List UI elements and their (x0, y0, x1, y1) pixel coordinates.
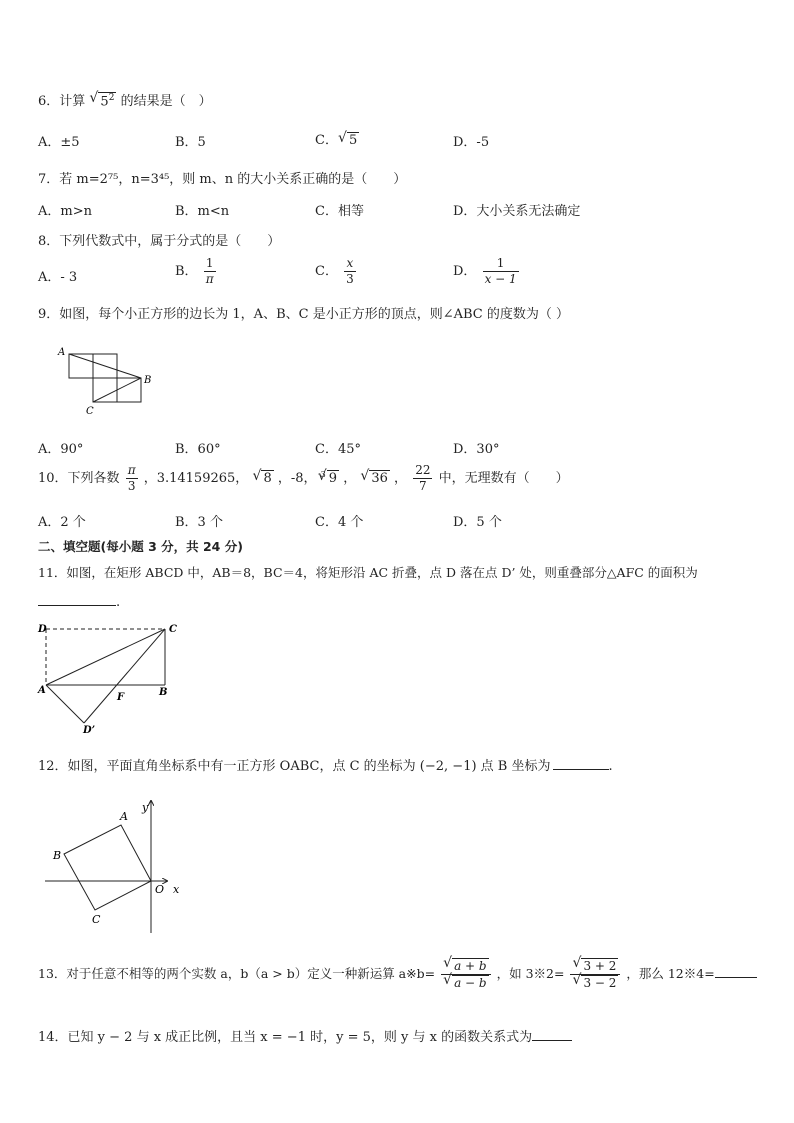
q11-answer-line (38, 593, 120, 610)
q13-fraction-example-num: √ 3 + 2 (581, 958, 618, 974)
q13-stem (38, 958, 757, 991)
q13-fraction-example-den: √ 3 − 2 (581, 975, 618, 991)
q6-option-b[interactable]: B．5 (175, 135, 206, 150)
section-heading: 二、填空题(每小题 3 分，共 24 分) (38, 539, 243, 554)
q8-option-c-fraction (344, 256, 356, 287)
q11-segment-adp (46, 685, 84, 723)
q9-option-b[interactable]: B．60° (175, 442, 221, 457)
q10-radicand-9: 9 (328, 471, 338, 486)
q10-text-3: ， (343, 471, 357, 486)
q13-fraction-example (570, 958, 620, 991)
q6-option-c-radicand: 5 (348, 133, 358, 148)
q12-label-x: x (173, 883, 180, 896)
q11-label-d: D (38, 624, 47, 635)
q10-frac-pi3-den: 3 (127, 479, 136, 493)
q10-frac-pi3-num: π (127, 463, 136, 477)
q12-stem (38, 755, 613, 774)
q10-radicand-36: 36 (371, 471, 388, 486)
q10-cube-index: 3 (320, 469, 326, 479)
q8-option-b-label: B． (175, 264, 198, 279)
q11-segment-ac (46, 629, 165, 685)
q13-fraction-def-den: √ a − b (452, 975, 489, 991)
q11-label-f: F (117, 692, 125, 703)
q9-label-b: B (144, 375, 152, 386)
q9-grid-figure (55, 343, 165, 418)
q12-label-c: C (92, 913, 101, 926)
q9-segment-ab (69, 354, 141, 378)
q8-option-b-fraction (204, 256, 216, 287)
q9-square (117, 378, 141, 402)
q10-frac-22-7 (413, 463, 432, 494)
q9-square (93, 378, 117, 402)
q6-option-d[interactable]: D．-5 (453, 135, 490, 150)
q11-stem: 11．如图，在矩形 ABCD 中，AB＝8，BC＝4，将矩形沿 AC 折叠，点 D 落在点 D’ 处，则重叠部分△AFC 的面积为 (38, 565, 698, 580)
q6-radicand: 5 (100, 94, 109, 109)
q8-option-d-fraction (483, 256, 519, 287)
q10-option-b[interactable]: B．3 个 (175, 515, 223, 530)
q12-label-y: y (142, 801, 149, 814)
q7-stem: 7．若 m=2⁷⁵，n=3⁴⁵，则 m、n 的大小关系正确的是（ ） (38, 172, 407, 187)
q12-stem-text: 12．如图，平面直角坐标系中有一正方形 OABC，点 C 的坐标为 (−2, −1) 点 B 坐标为 (38, 759, 551, 774)
q12-square-oabc (64, 825, 151, 910)
q10-stem-text: 10．下列各数 (38, 471, 120, 486)
q13-mid: ，如 3※2= (496, 966, 565, 981)
q9-option-d[interactable]: D．30° (453, 442, 500, 457)
q13-fraction-def-num: √ a + b (452, 958, 489, 974)
q8-option-d-label: D． (453, 264, 477, 279)
q10-frac-22-7-den: 7 (419, 479, 427, 493)
q11-label-dprime: D’ (83, 725, 96, 736)
q6-stem (38, 90, 212, 109)
q14-stem (38, 1026, 572, 1045)
q6-exponent: 2 (108, 92, 115, 103)
q10-option-a[interactable]: A．2 个 (38, 515, 86, 530)
q12-label-o: O (155, 883, 165, 896)
q12-end: . (608, 759, 613, 774)
q8-d-num: 1 (483, 256, 519, 272)
q9-option-a[interactable]: A．90° (38, 442, 84, 457)
q12-label-a: A (120, 810, 128, 823)
q14-answer-blank[interactable] (532, 1028, 572, 1041)
q11-label-c: C (169, 624, 177, 635)
q11-answer-blank[interactable] (38, 593, 116, 606)
q6-stem-text: 6．计算 (38, 94, 86, 109)
q7-option-a[interactable]: A．m>n (38, 204, 92, 219)
q10-tail: 中，无理数有（ ） (438, 471, 569, 486)
q10-sqrt-8 (261, 470, 273, 486)
q9-stem: 9．如图，每个小正方形的边长为 1，A、B、C 是小正方形的顶点，则∠ABC 的度数为（ ） (38, 307, 569, 322)
q6-option-c-sqrt (347, 132, 359, 148)
q8-b-den: π (205, 272, 214, 286)
q10-frac-22-7-num: 22 (415, 463, 431, 477)
q8-option-c-label: C． (315, 264, 338, 279)
q7-option-d[interactable]: D．大小关系无法确定 (453, 204, 581, 219)
q10-frac-pi3 (126, 463, 138, 494)
q10-text-1: ，3.14159265， (143, 471, 249, 486)
q12-figure (42, 795, 192, 937)
q13-answer-blank[interactable] (715, 965, 757, 978)
q13-stem-text: 13．对于任意不相等的两个实数 a，b（a > b）定义一种新运算 a※b= (38, 966, 436, 981)
q11-segment-dpc (84, 629, 168, 723)
q11-label-a: A (38, 685, 46, 696)
q13-tail: ，那么 12※4= (626, 966, 715, 981)
q6-tail: 的结果是（ ） (120, 94, 212, 109)
q10-option-c[interactable]: C．4 个 (315, 515, 364, 530)
q10-sqrt-36 (369, 470, 390, 486)
q9-label-c: C (86, 406, 94, 417)
q8-c-num: x (344, 256, 356, 272)
q6-option-c[interactable] (315, 129, 359, 148)
q8-b-num: 1 (204, 256, 216, 272)
q9-option-c[interactable]: C．45° (315, 442, 361, 457)
q12-label-b: B (53, 849, 62, 862)
q12-answer-blank[interactable] (553, 757, 609, 770)
q11-label-b: B (159, 687, 168, 698)
q10-text-4: ， (394, 471, 408, 486)
q6-option-a[interactable]: A．±5 (38, 135, 80, 150)
q7-option-c[interactable]: C．相等 (315, 204, 364, 219)
q10-radicand-8: 8 (263, 471, 272, 486)
q10-option-d[interactable]: D．5 个 (453, 515, 502, 530)
q13-fraction-def (441, 958, 491, 991)
q6-option-c-label: C． (315, 133, 338, 148)
q8-stem: 8．下列代数式中，属于分式的是（ ） (38, 234, 281, 249)
q11-figure (36, 618, 186, 740)
q11-end: . (116, 595, 121, 610)
q9-label-a: A (58, 347, 66, 358)
q8-d-den: x − 1 (484, 272, 517, 286)
q10-stem (38, 463, 569, 494)
q6-sqrt (98, 92, 116, 109)
q8-option-d[interactable] (453, 256, 521, 287)
q8-option-c[interactable] (315, 256, 358, 287)
q8-c-den: 3 (346, 272, 354, 286)
q10-text-2: ，-8， (277, 471, 317, 486)
q14-stem-text: 14．已知 y − 2 与 x 成正比例，且当 x = −1 时，y = 5，则 y 与 x 的函数关系式为 (38, 1030, 533, 1045)
q8-option-a[interactable]: A．- 3 (38, 270, 78, 285)
q8-option-b[interactable] (175, 256, 218, 287)
q7-option-b[interactable]: B．m<n (175, 204, 230, 219)
q10-cbrt-9 (327, 470, 339, 486)
